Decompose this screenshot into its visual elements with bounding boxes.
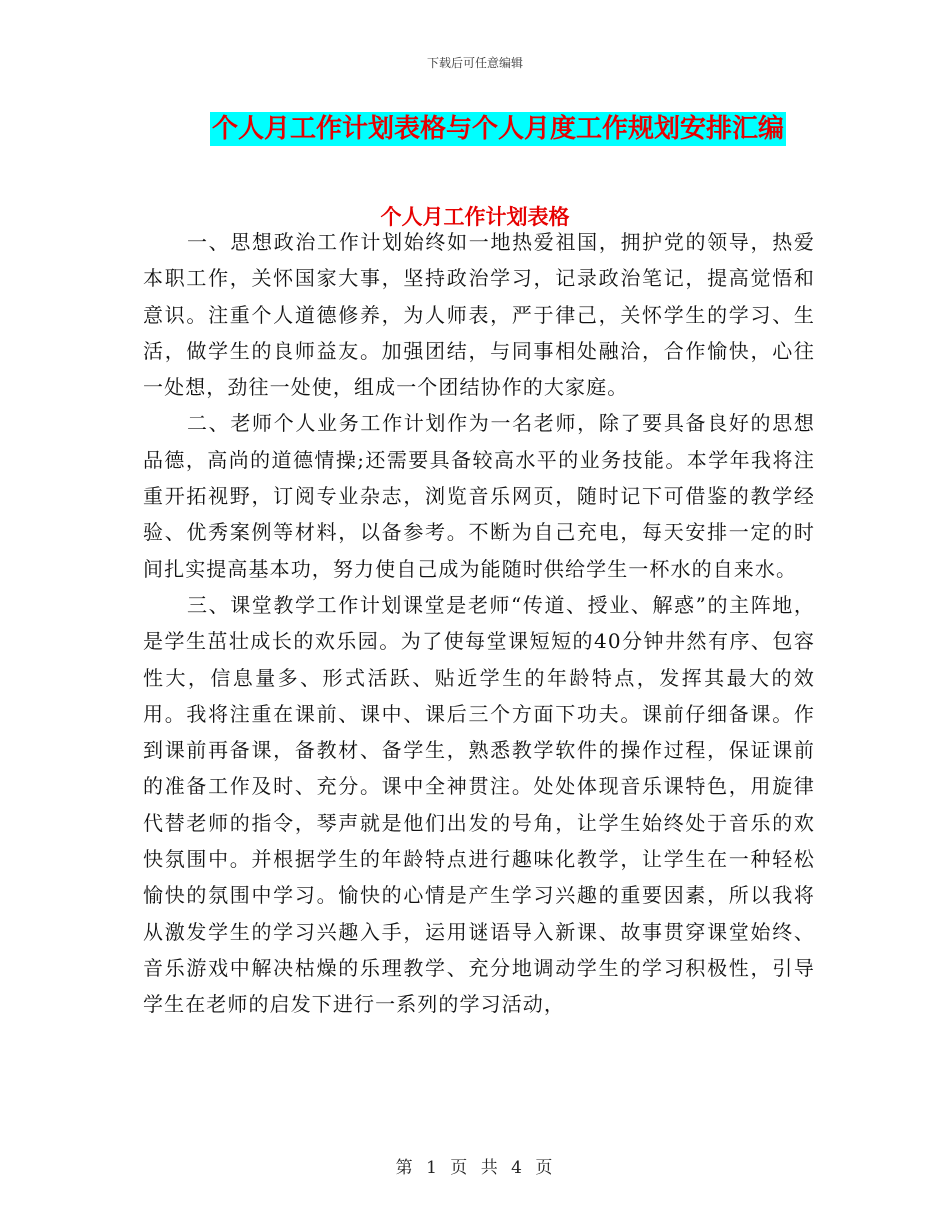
paragraph-professional: 二、老师个人业务工作计划作为一名老师，除了要具备良好的思想品德，高尚的道德情操;还需要具备较高水平的业务技能。本学年我将注重开拓视野，订阅专业杂志，浏览音乐网页，随时记下可借鉴的教学经验、优秀案例等材料，以备参考。不断为自己充电，每天安排一定的时间扎实提高基本功，努力使自己成为能随时供给学生一杯水的自来水。 — [143, 411, 815, 581]
paragraph-classroom: 三、课堂教学工作计划课堂是老师“传道、授业、解惑”的主阵地，是学生茁壮成长的欢乐园。为了使每堂课短短的40分钟井然有序、包容性大，信息量多、形式活跃、贴近学生的年龄特点，发挥其最大的效用。我将注重在课前、课中、课后三个方面下功夫。课前仔细备课。作到课前再备课，备教材、备学生，熟悉教学软件的操作过程，保证课前的准备工作及时、充分。课中全神贯注。处处体现音乐课特色，用旋律代替老师的指令，琴声就是他们出发的号角，让学生始终处于音乐的欢快氛围中。并根据学生的年龄特点进行趣味化教学，让学生在一种轻松愉快的氛围中学习。愉快的心情是产生学习兴趣的重要因素，所以我将从激发学生的学习兴趣入手，运用谜语导入新课、故事贯穿课堂始终、音乐游戏中解决枯燥的乐理教学、充分地调动学生的学习积极性，引导学生在老师的启发下进行一系列的学习活动， — [143, 592, 815, 1017]
header-note: 下载后可任意编辑 — [426, 56, 523, 70]
document-title: 个人月工作计划表格与个人月度工作规划安排汇编 — [211, 114, 784, 144]
section-title: 个人月工作计划表格 — [380, 204, 570, 229]
page-number: 第 1 页 共 4 页 — [395, 1158, 555, 1178]
document-title-container — [0, 112, 950, 146]
paragraph-ideology: 一、思想政治工作计划始终如一地热爱祖国，拥护党的领导，热爱本职工作，关怀国家大事，坚持政治学习，记录政治笔记，提高觉悟和意识。注重个人道德修养，为人师表，严于律己，关怀学生的学习、生活，做学生的良师益友。加强团结，与同事相处融洽，合作愉快，心往一处想，劲往一处使，组成一个团结协作的大家庭。 — [143, 230, 815, 400]
document-body — [143, 224, 815, 1023]
